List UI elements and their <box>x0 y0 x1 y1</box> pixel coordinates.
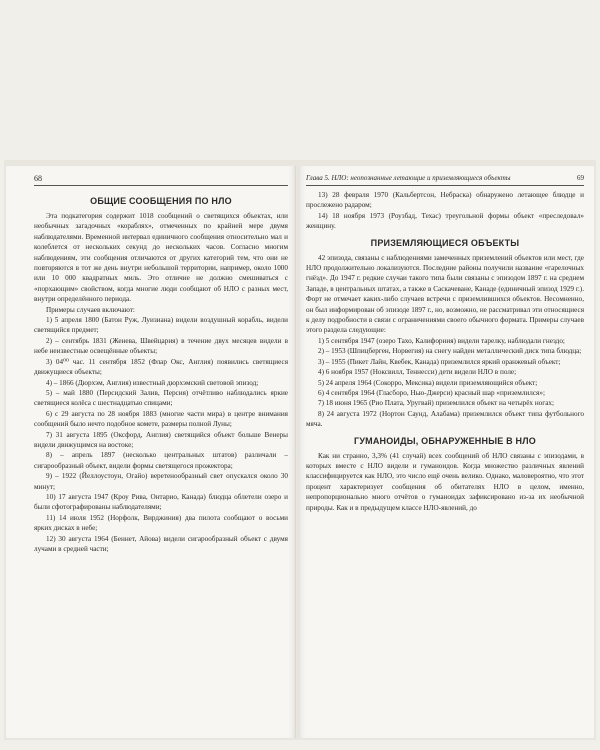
list-item: 5) – май 1880 (Персидский Залив, Персия) отчётливо наблюдались яркие светящиеся колёса с шестнадцатью спицами; <box>34 388 288 408</box>
left-page-header <box>34 174 288 186</box>
right-page-number: 69 <box>577 174 584 182</box>
list-item: 1) 5 апреля 1800 (Батон Руж, Луизиана) видели воздушный корабль, видели светящийся предмет; <box>34 316 288 335</box>
list-item: 7) 31 августа 1895 (Оксфорд, Англия) светящийся объект больше Венеры видели движущимся на востоке; <box>34 430 288 449</box>
list-item: 10) 17 августа 1947 (Кроу Рива, Онтарио, Канада) блюдца облетели озеро и были сфотографированы наблюдателями; <box>34 492 288 512</box>
list-item: 2) – 1953 (Шпицберген, Норвегия) на снегу найден металлический диск типа блюдца; <box>318 347 582 356</box>
right-page <box>298 166 594 738</box>
list-item: 4) 6 ноября 1957 (Ноксвилл, Теннесси) дети видели НЛО в поле; <box>318 368 517 377</box>
humanoids-section-heading: ГУМАНОИДЫ, ОБНАРУЖЕННЫЕ В НЛО <box>354 435 536 446</box>
humanoids-intro-paragraph: Как ни странно, 3,3% (41 случай) всех сообщений об НЛО связаны с эпизодами, в которых вместе с НЛО видели и гуманоидов. Когда множество различных явлений классифицируется как НЛО, это число ещё очень велико. Однако, маловероятно, что этот процент характеризует сообщения об обитателях НЛО в целом, именно, непропорционально много отчётов о гуманоидах зафиксировано из-за их необычной природы. Как и в предыдущем классе НЛО-явлений, до <box>306 451 584 512</box>
list-item: 2) – сентябрь 1831 (Женева, Швейцария) в течение двух месяцев видели в небе неизвестные освещённые объекты; <box>34 336 288 356</box>
list-item: 8) – апрель 1897 (несколько центральных штатов) различали – сигарообразный объект, видели формы светящегося прожектора; <box>34 451 288 470</box>
list-item: 6) с 29 августа по 28 ноября 1883 (многие части мира) в центре внимания сообщений было нечто подобное комете, размеры полной Луны; <box>34 409 288 429</box>
right-top-list <box>306 190 584 232</box>
list-item: 12) 30 августа 1964 (Беннет, Айова) видели сигарообразный объект с двумя лучами в средней части; <box>34 534 288 553</box>
list-item: 11) 14 июля 1952 (Норфолк, Вирджиния) два пилота сообщают о восьми ярких дисках в небе; <box>34 513 288 533</box>
list-item: 4) – 1866 (Дюрхэм, Англия) известный дюрхэмский световой эпизод; <box>46 378 259 387</box>
landing-examples-list <box>306 336 584 430</box>
right-page-header <box>306 174 584 186</box>
list-item: 3) – 1955 (Пикет Лайн, Квебек, Канада) приземлился яркий оранжевый объект; <box>318 357 561 366</box>
left-examples-list <box>34 315 288 554</box>
list-item: 6) 4 сентября 1964 (Гласборо, Нью-Джерси) красный шар «приземлился»; <box>318 388 545 397</box>
left-section-heading: ОБЩИЕ СООБЩЕНИЯ ПО НЛО <box>90 196 232 206</box>
left-page <box>6 166 296 738</box>
list-item: 1) 5 сентября 1947 (озеро Тахо, Калифорния) видели тарелку, наблюдали гнездо; <box>318 336 565 345</box>
landing-section-heading: ПРИЗЕМЛЯЮЩИЕСЯ ОБЪЕКТЫ <box>370 237 520 248</box>
list-item: 3) 04⁰⁰ час. 11 сентября 1852 (Флар Окс, Англия) появились светящиеся движущиеся объекты; <box>34 357 288 377</box>
left-intro-paragraph: Эта подкатегория содержит 1018 сообщений о светящихся объектах, или необычных загадочных «кораблях», отмеченных по крайней мере двумя наблюдателями. Временной интервал единичного сообщения относительно мал и колеблется от нескольких секунд до нескольких часов. Согласно многим наблюдениям, эти сообщения отличаются от других категорий тем, что они не повторяются в тот же день внутри небольшой территории, например, около 1000 или 10 000 квадратных миль. Это отличие не должно смешиваться с «порхающим» свойством, когда многие люди сообщают об НЛО с разных мест, внутри определённого периода. <box>34 212 288 304</box>
list-item: 13) 28 февраля 1970 (Кальбертсон, Небраска) обнаружено летающее блюдце и прослежено радаром; <box>306 191 584 210</box>
list-item: 5) 24 апреля 1964 (Сокорро, Мексика) видели приземляющийся объект; <box>318 378 538 387</box>
left-examples-lead: Примеры случаев включают: <box>46 305 135 314</box>
list-item: 9) – 1922 (Йеллоустоун, Огайо) веретенообразный свет опускался около 30 минут; <box>34 472 288 491</box>
list-item: 14) 18 ноября 1973 (Роузбад, Техас) треугольной формы объект «преследовал» женщину. <box>306 211 584 231</box>
list-item: 8) 24 августа 1972 (Нортон Саунд, Алабама) приземлился объект типа футбольного мяча. <box>306 409 584 429</box>
list-item: 7) 18 июня 1965 (Рио Плата, Уругвай) приземлился объект на четырёх ногах; <box>318 399 554 408</box>
running-head: Глава 5. НЛО: неопознанные летающие и приземляющиеся объекты <box>306 174 511 182</box>
left-page-number: 68 <box>34 174 42 183</box>
landing-intro-paragraph: 42 эпизода, связаны с наблюдениями замеченных приземлений объектов или мест, где НЛО продолжительно локализуются. Последние районы получили название «гарелочных гнёзд». До 1947 г. редкие случаи такого типа были связаны с эпизодом 1897 г. на среднем Западе, в центральных штатах, а также в Саскачеване, Канаде (единичный эпизод 1929 г.). Форт не отмечает каких-либо случаев встречи с приземлившихся объектов. Несомненно, он был информирован об эпизоде 1897 г., но, возможно, не рассматривал эти относящиеся к делу подробности в связи с ограничениями своего обычного формата. Примеры случаев этого раздела следующие: <box>306 253 584 335</box>
